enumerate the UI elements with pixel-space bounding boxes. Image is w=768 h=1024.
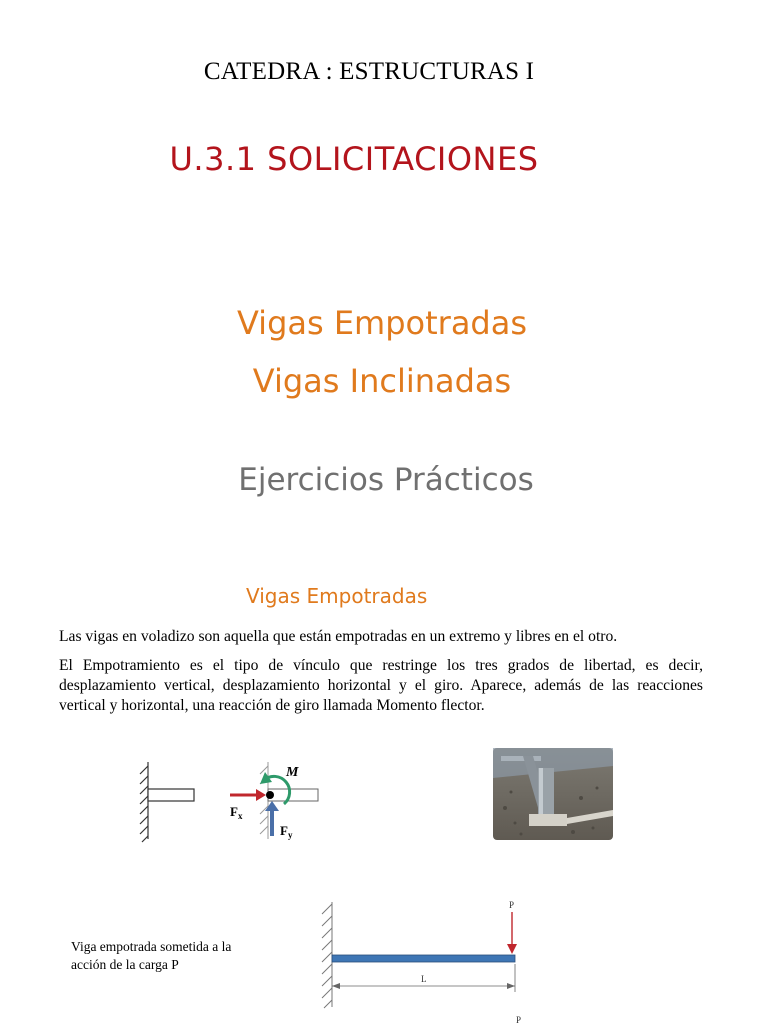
topic-ejercicios-practicos: Ejercicios Prácticos	[238, 462, 534, 498]
paragraph-empotramiento: El Empotramiento es el tipo de vínculo que restringe los tres grados de libertad, es decir, desplazamiento vertical, desplazamiento horizontal y el giro. Aparece, además de las reacciones vertical y horizontal, una reacción de giro llamada Momento flector.	[59, 657, 703, 714]
fx-label: $F_x$	[230, 804, 243, 821]
fixed-support-reactions-figure	[118, 744, 322, 844]
bottom-load-label: P	[516, 1015, 522, 1024]
cantilever-wall-hatch	[322, 902, 332, 1008]
load-label: P	[509, 900, 515, 910]
topic-vigas-inclinadas: Vigas Inclinadas	[252, 362, 512, 400]
fixed-point	[266, 791, 274, 799]
cantilever-caption: Viga empotrada sometida a la acción de la carga P	[71, 939, 232, 972]
length-label: L	[421, 974, 427, 984]
beam-stub-right	[268, 789, 318, 801]
cantilever-beam	[332, 955, 515, 962]
paragraph-cantilever: Las vigas en voladizo son aquella que están empotradas en un extremo y libres en el otro.	[59, 628, 618, 645]
section-title: Vigas Empotradas	[246, 584, 428, 608]
fy-label: $F_y$	[280, 823, 293, 840]
topic-vigas-empotradas: Vigas Empotradas	[236, 304, 528, 342]
catedra-heading: CATEDRA : ESTRUCTURAS I	[203, 58, 535, 85]
cantilever-load-figure	[314, 892, 536, 1024]
beam-stub-left	[148, 789, 194, 801]
column-base-photo	[493, 748, 613, 840]
unit-title: U.3.1 SOLICITACIONES	[169, 140, 539, 178]
load-arrow	[507, 912, 517, 954]
moment-label: M	[286, 765, 299, 780]
